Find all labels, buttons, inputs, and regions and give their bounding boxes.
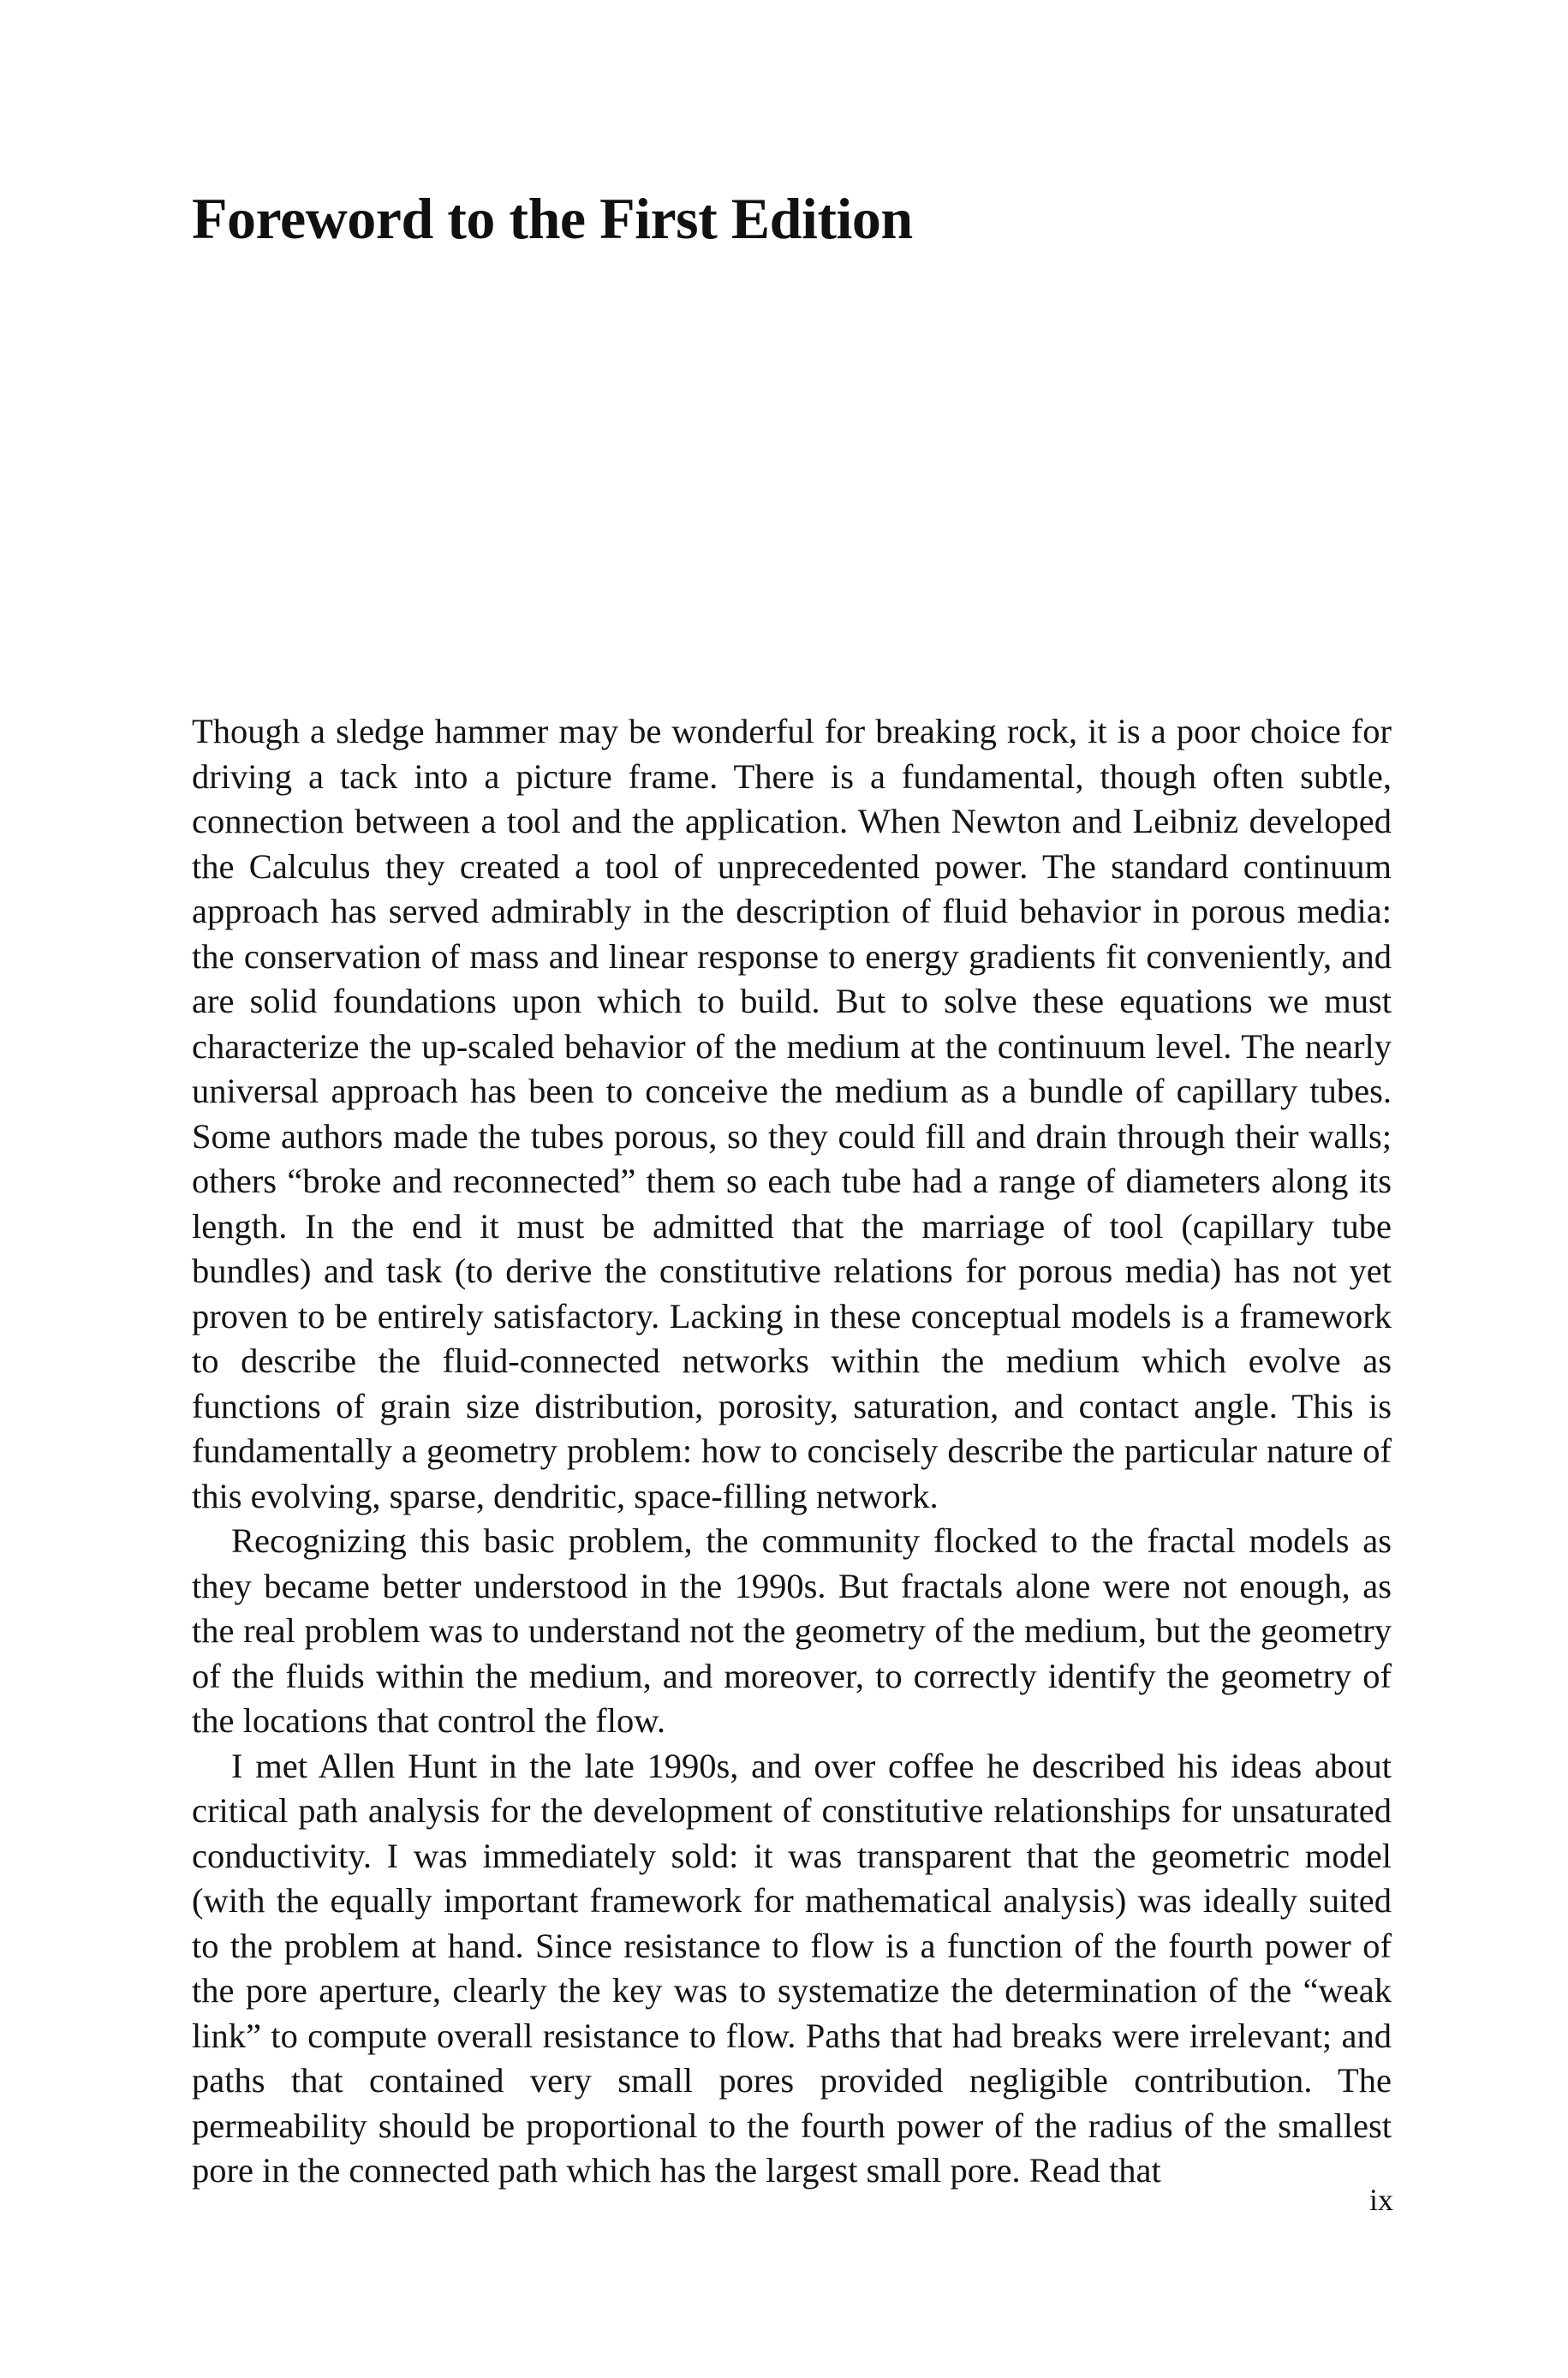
paragraph-1: Though a sledge hammer may be wonderful for breaking rock, it is a poor choice for driving a tack into a picture frame. There is a fundamental, though often subtle, connection between a tool and the application. When Newton and Leibniz developed the Calculus they created a tool of unprecedented power. The standard continuum approach has served admirably in the description of fluid behavior in porous media: the conservation of mass and linear response to energy gradients fit conveniently, and are solid foundations upon which to build. But to solve these equations we must characterize the up-scaled behavior of the medium at the continuum level. The nearly universal approach has been to conceive the medium as a bundle of capillary tubes. Some authors made the tubes porous, so they could fill and drain through their walls; others “broke and reconnected” them so each tube had a range of diameters along its length. In the end it must be admitted that the marriage of tool (capillary tube bundles) and task (to derive the constitutive relations for porous media) has not yet proven to be entirely satisfactory. Lacking in these conceptual models is a framework to describe the fluid-connected networks within the medium which evolve as functions of grain size distribution, porosity, saturation, and contact angle. This is fundamentally a geometry problem: how to concisely describe the particular nature of this evolving, sparse, dendritic, space-filling network. [192,712,1392,1515]
paragraph-2: Recognizing this basic problem, the community flocked to the fractal models as they became better understood in the 1990s. But fractals alone were not enough, as the real problem was to understand not the geometry of the medium, but the geometry of the fluids within the medium, and moreover, to correctly identify the geometry of the locations that control the flow. [192,1521,1392,1740]
body-text [192,709,1392,2194]
page-number: ix [1368,2183,1393,2217]
chapter-title: Foreword to the First Edition [192,186,913,251]
paragraph-3: I met Allen Hunt in the late 1990s, and over coffee he described his ideas about critical path analysis for the development of constitutive relationships for unsaturated conductivity. I was immediately sold: it was transparent that the geometric model (with the equally important framework for mathematical analysis) was ideally suited to the problem at hand. Since resistance to flow is a function of the fourth power of the pore aperture, clearly the key was to systematize the determination of the “weak link” to compute overall resistance to flow. Paths that had breaks were irrelevant; and paths that contained very small pores provided negligible contribution. The permeability should be proportional to the fourth power of the radius of the smallest pore in the connected path which has the largest small pore. Read that [192,1746,1392,2190]
